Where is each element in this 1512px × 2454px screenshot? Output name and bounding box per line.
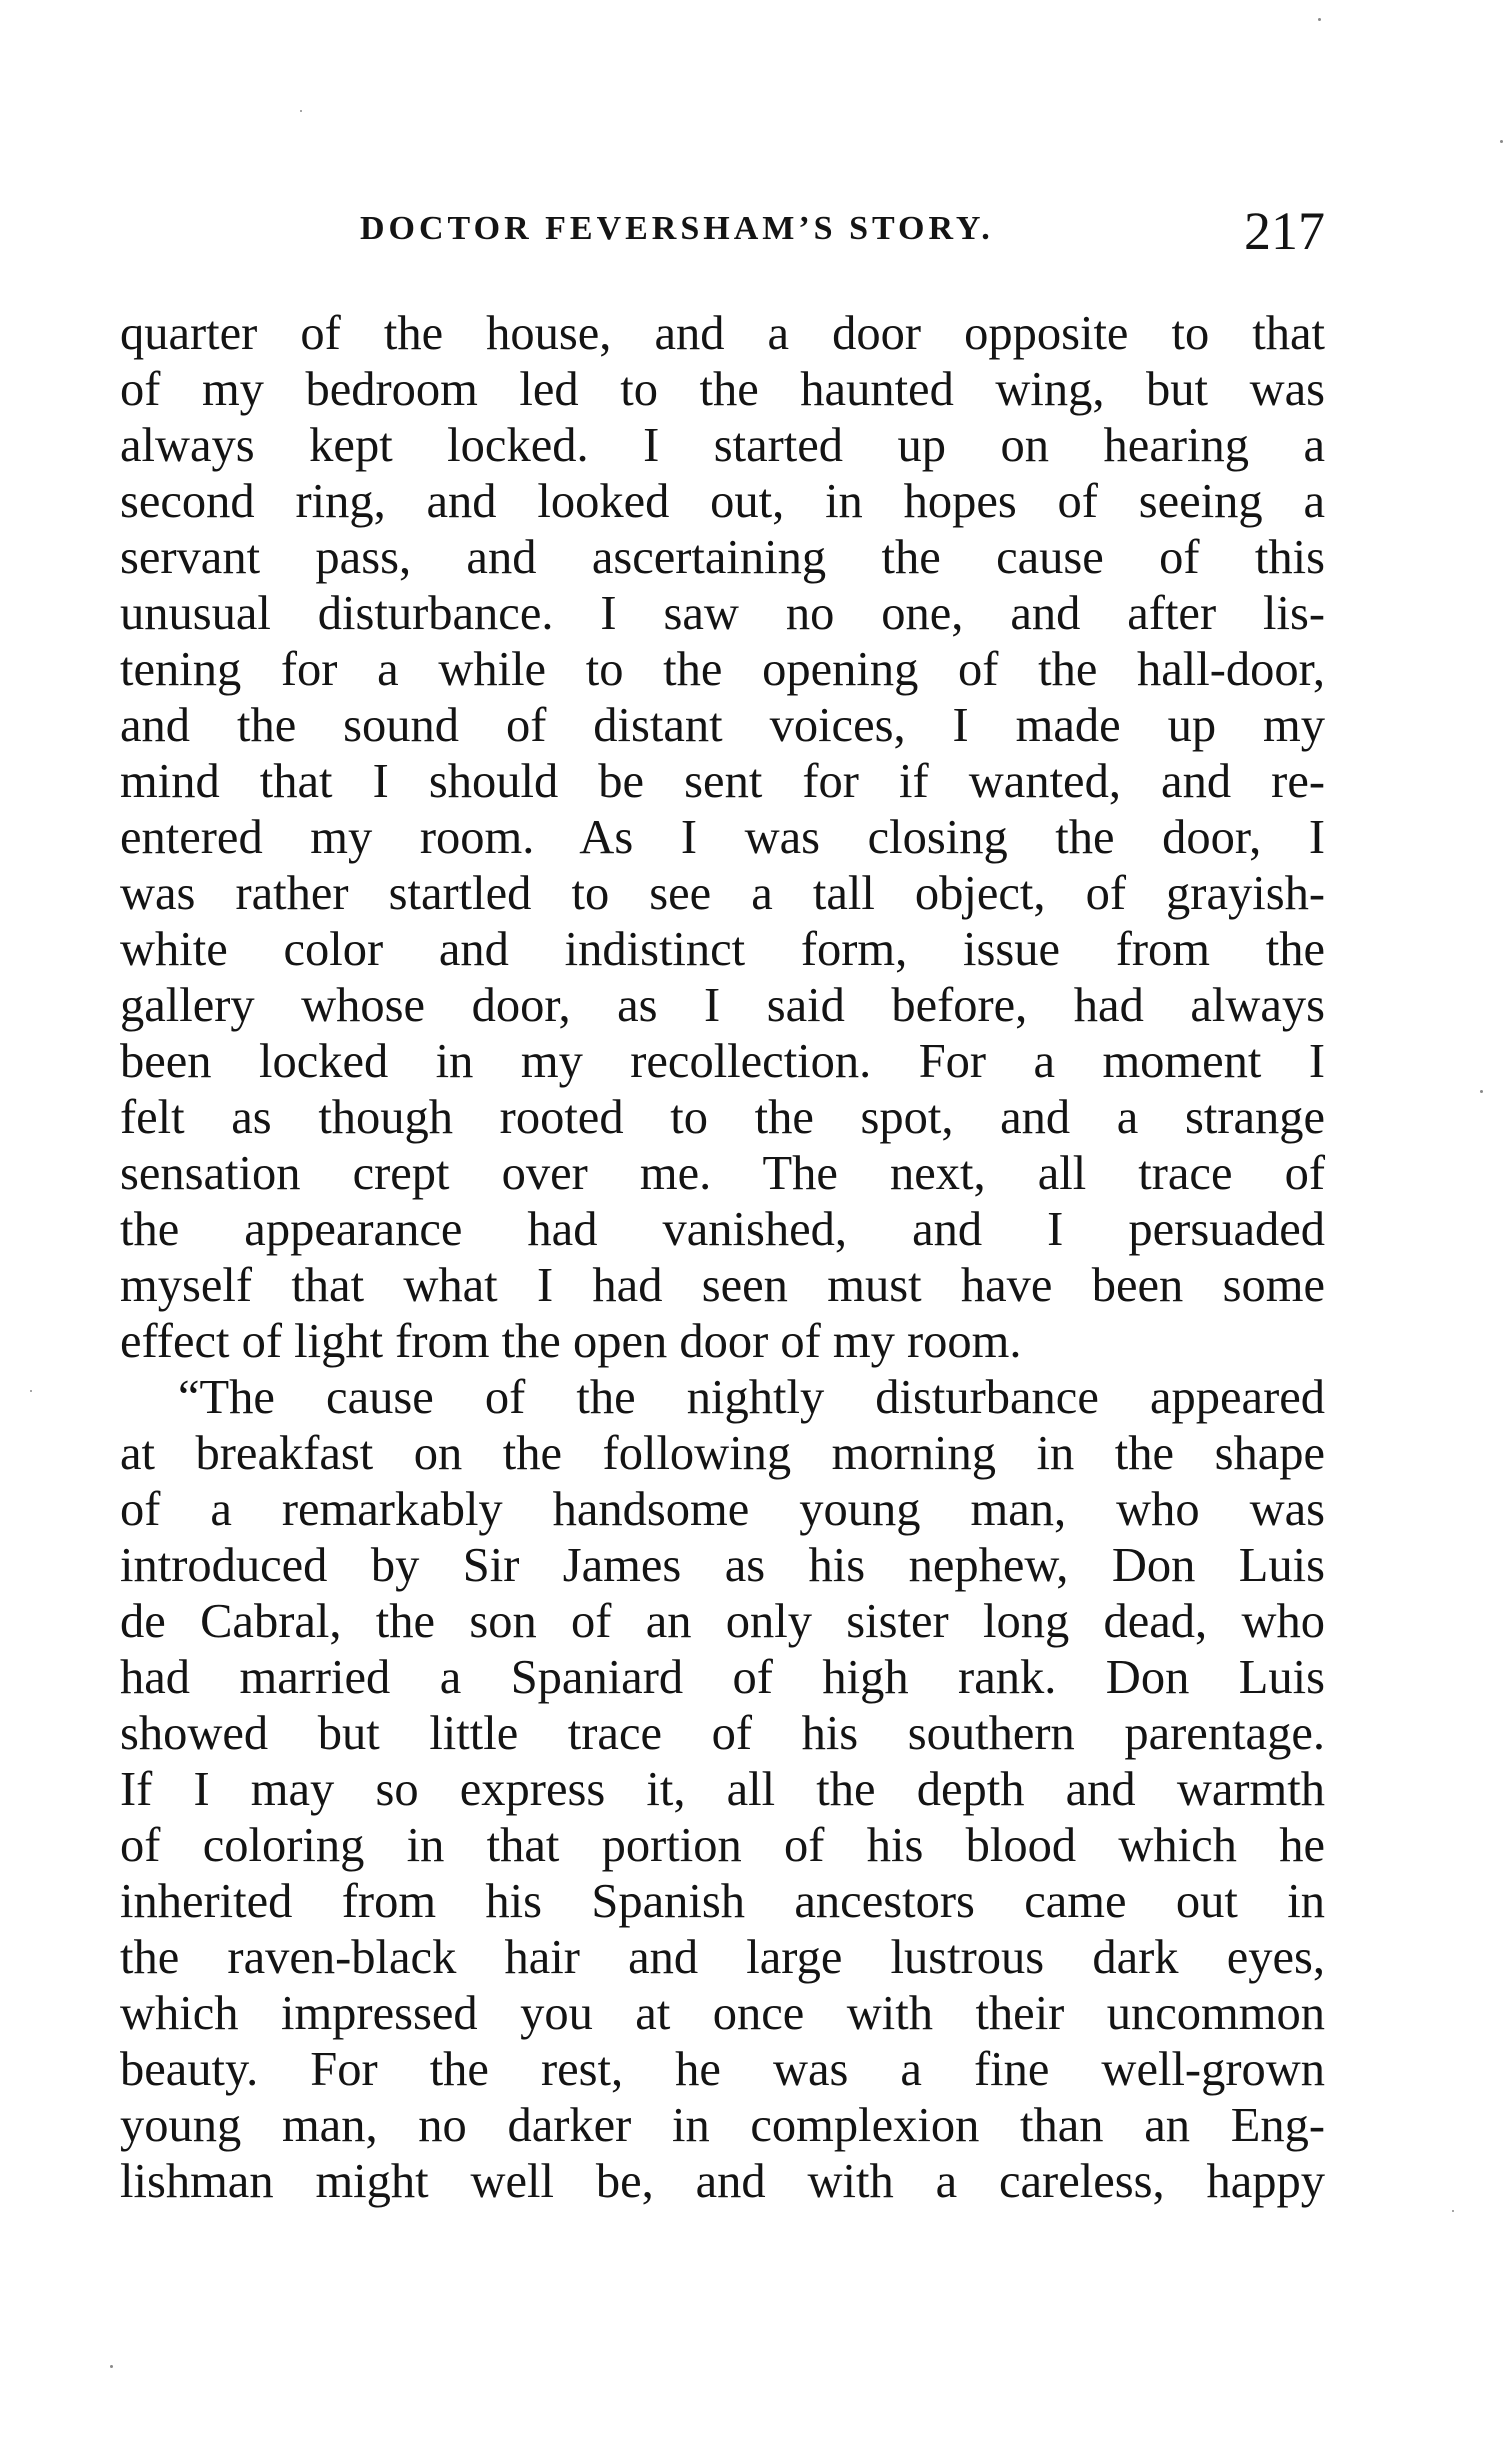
scan-speck [30, 1390, 32, 1392]
text-line: inherited from his Spanish ancestors came out in [120, 1875, 1325, 1928]
text-line: was rather startled to see a tall object, of grayish- [120, 867, 1325, 920]
text-line: tening for a while to the opening of the hall-door, [120, 643, 1325, 696]
text-line: de Cabral, the son of an only sister long dead, who [120, 1595, 1325, 1648]
scan-speck [1452, 2210, 1454, 2212]
text-line: entered my room. As I was closing the door, I [120, 811, 1325, 864]
page-number: 217 [1244, 201, 1325, 261]
text-line: at breakfast on the following morning in the shape [120, 1427, 1325, 1480]
text-line: quarter of the house, and a door opposite to that [120, 307, 1325, 360]
running-head [120, 200, 1325, 260]
text-line: which impressed you at once with their uncommon [120, 1987, 1325, 2040]
text-line: had married a Spaniard of high rank. Don Luis [120, 1651, 1325, 1704]
text-line: sensation crept over me. The next, all trace of [120, 1147, 1325, 1200]
text-line: the appearance had vanished, and I persuaded [120, 1203, 1325, 1256]
text-line: always kept locked. I started up on hearing a [120, 419, 1325, 472]
text-line: been locked in my recollection. For a moment I [120, 1035, 1325, 1088]
scan-speck [1480, 1090, 1483, 1093]
text-line: mind that I should be sent for if wanted, and re- [120, 755, 1325, 808]
scan-speck [1500, 140, 1503, 143]
body-text [120, 306, 1325, 2210]
text-line: effect of light from the open door of my room. [120, 1315, 1022, 1368]
scan-speck [110, 2365, 113, 2368]
text-line: “The cause of the nightly disturbance appeared [178, 1371, 1325, 1424]
running-title: DOCTOR FEVERSHAM’S STORY. [360, 210, 994, 247]
scan-speck [300, 110, 302, 112]
text-line: and the sound of distant voices, I made up my [120, 699, 1325, 752]
text-line: lishman might well be, and with a careless, happy [120, 2155, 1325, 2208]
text-line: the raven-black hair and large lustrous dark eyes, [120, 1931, 1325, 1984]
text-line: second ring, and looked out, in hopes of seeing a [120, 475, 1325, 528]
text-line: young man, no darker in complexion than an Eng- [120, 2099, 1325, 2152]
scan-speck [1318, 18, 1321, 21]
text-line: of a remarkably handsome young man, who was [120, 1483, 1325, 1536]
text-line: gallery whose door, as I said before, had always [120, 979, 1325, 1032]
text-line: white color and indistinct form, issue from the [120, 923, 1325, 976]
text-line: unusual disturbance. I saw no one, and after lis- [120, 587, 1325, 640]
text-line: servant pass, and ascertaining the cause of this [120, 531, 1325, 584]
text-line: showed but little trace of his southern parentage. [120, 1707, 1325, 1760]
text-line: myself that what I had seen must have been some [120, 1259, 1325, 1312]
text-line: introduced by Sir James as his nephew, Don Luis [120, 1539, 1325, 1592]
text-line: of coloring in that portion of his blood which he [120, 1819, 1325, 1872]
text-line: beauty. For the rest, he was a fine well-grown [120, 2043, 1325, 2096]
text-line: of my bedroom led to the haunted wing, but was [120, 363, 1325, 416]
text-line: felt as though rooted to the spot, and a strange [120, 1091, 1325, 1144]
text-line: If I may so express it, all the depth and warmth [120, 1763, 1325, 1816]
